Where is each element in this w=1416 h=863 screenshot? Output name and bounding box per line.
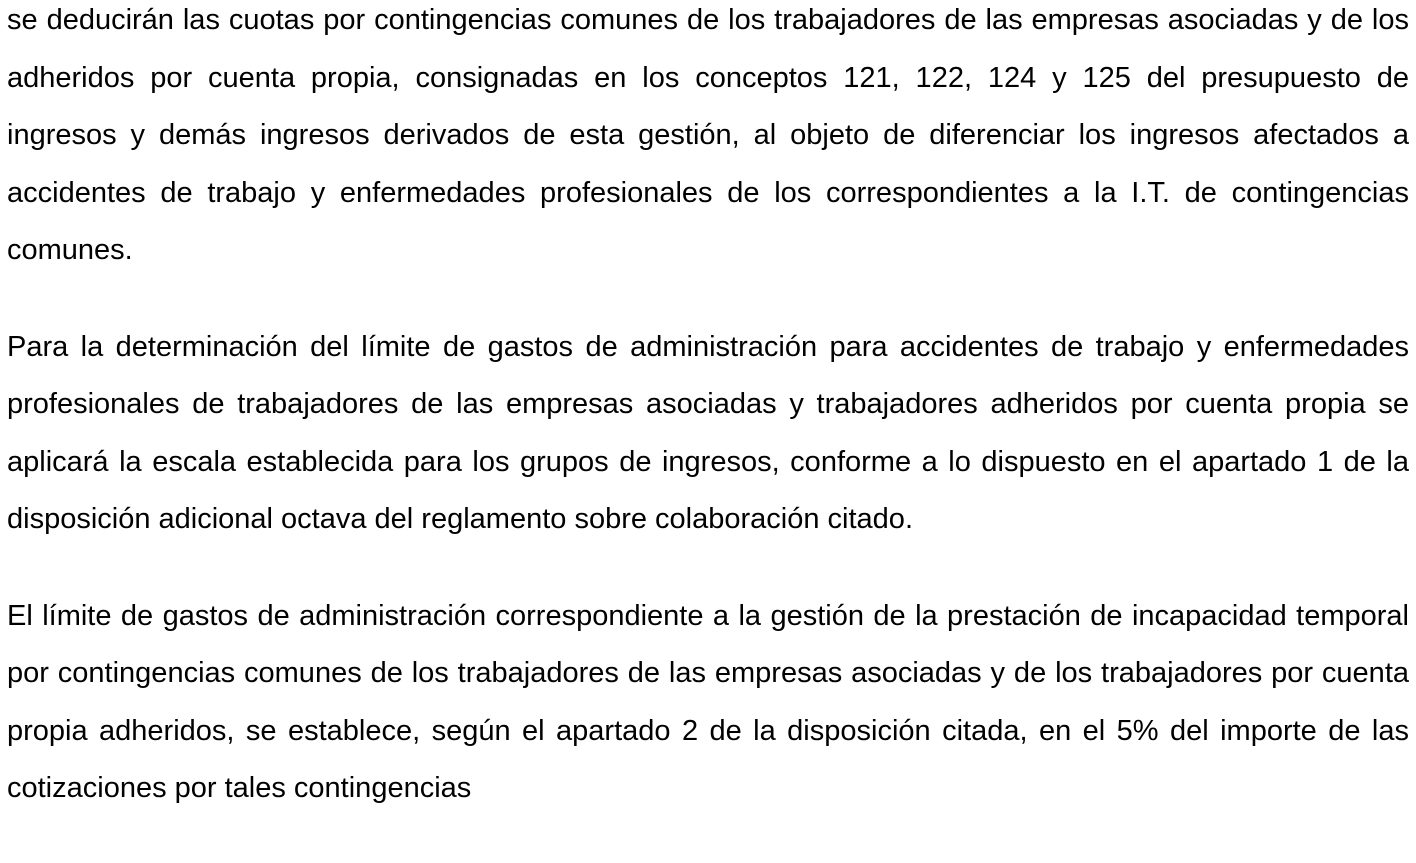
document-page [7, 0, 1409, 818]
paragraph-2: Para la determinación del límite de gastos de administración para accidentes de trabajo y enfermedades profesionales de trabajadores de las empresas asociadas y trabajadores adheridos por cuenta propia se aplicará la escala establecida para los grupos de ingresos, conforme a lo dispuesto en el apartado 1 de la disposición adicional octava del reglamento sobre colaboración citado. [7, 330, 1409, 535]
paragraph-3: El límite de gastos de administración correspondiente a la gestión de la prestación de incapacidad temporal por contingencias comunes de los trabajadores de las empresas asociadas y de los trabajadores por cuenta propia adheridos, se establece, según el apartado 2 de la disposición citada, en el 5% del importe de las cotizaciones por tales contingencias [7, 599, 1409, 804]
paragraph-1: se deducirán las cuotas por contingencias comunes de los trabajadores de las empresas asociadas y de los adheridos por cuenta propia, consignadas en los conceptos 121, 122, 124 y 125 del presupuesto de ingresos y demás ingresos derivados de esta gestión, al objeto de diferenciar los ingresos afectados a accidentes de trabajo y enfermedades profesionales de los correspondientes a la I.T. de contingencias comunes. [7, 4, 1409, 266]
